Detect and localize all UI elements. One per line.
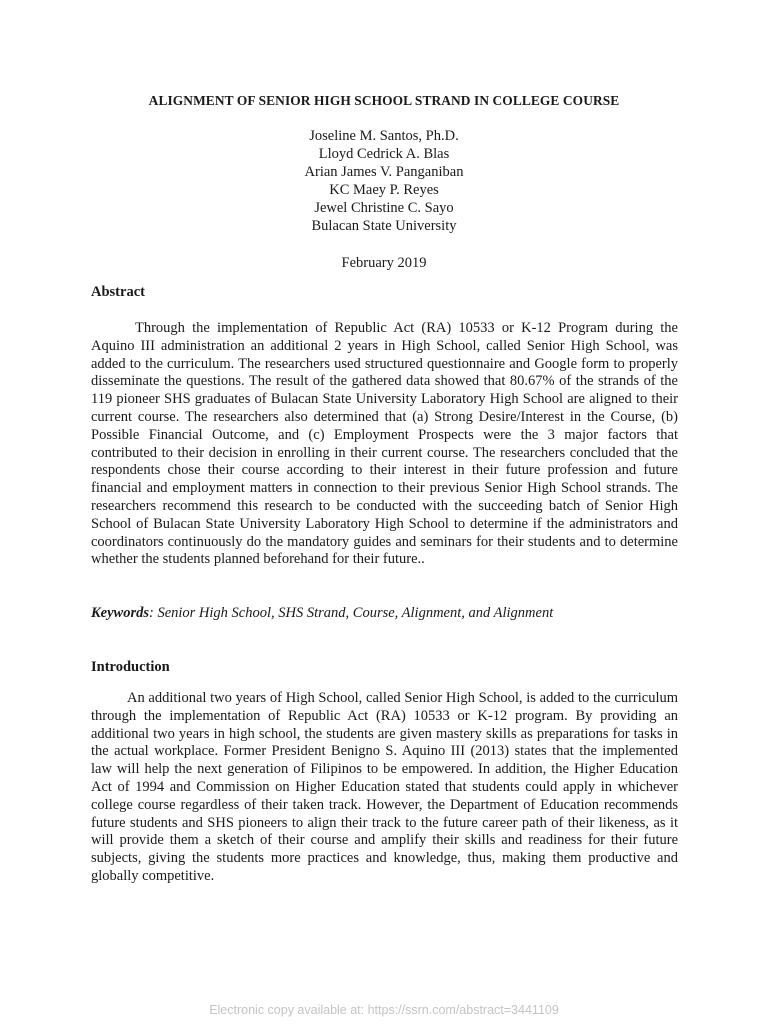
author-list <box>0 127 768 235</box>
paper-title: ALIGNMENT OF SENIOR HIGH SCHOOL STRAND IN COLLEGE COURSE <box>148 93 620 108</box>
author-name: Joseline M. Santos, Ph.D. <box>309 128 459 144</box>
author-name: Lloyd Cedrick A. Blas <box>318 146 450 162</box>
keywords-label: Keywords <box>91 605 149 621</box>
abstract-heading: Abstract <box>91 284 145 300</box>
introduction-text: An additional two years of High School, called Senior High School, is added to the curriculum through the implementation of Republic Act (RA) 10533 or K-12 program. By providing an additional two years in high school, the students are given mastery skills as preparations for tasks in the actual workplace. Former President Benigno S. Aquino III (2013) states that the implemented law will help the next generation of Filipinos to be empowered. In addition, the Higher Education Act of 1994 and Commission on Higher Education stated that students could apply in whichever college course regardless of their taken track. However, the Department of Education recommends future students and SHS pioneers to align their track to the future career path of their likeness, as it will provide them a sketch of their course and amplify their skills and readiness for their future subjects, giving the students more practices and knowledge, thus, making them productive and globally competitive. <box>91 690 678 884</box>
keywords-text: : Senior High School, SHS Strand, Course, Alignment, and Alignment <box>149 605 554 621</box>
introduction-heading: Introduction <box>91 659 170 675</box>
author-name: KC Maey P. Reyes <box>329 182 439 198</box>
keywords-line <box>91 605 553 622</box>
author-name: Arian James V. Panganiban <box>304 164 464 180</box>
publication-date: February 2019 <box>341 255 427 271</box>
author-name: Jewel Christine C. Sayo <box>314 200 454 216</box>
abstract-text: Through the implementation of Republic Act (RA) 10533 or K-12 Program during the Aquino III administration an additional 2 years in High School, called Senior High School, was added to the curriculum. The researchers used structured questionnaire and Google form to properly disseminate the questions. The result of the gathered data showed that 80.67% of the strands of the 119 pioneer SHS graduates of Bulacan State University Laboratory High School are aligned to their current course. The researchers also determined that (a) Strong Desire/Interest in the Course, (b) Possible Financial Outcome, and (c) Employment Prospects were the 3 major factors that contributed to their decision in enrolling in their current course. The researchers concluded that the respondents chose their course according to their interest in their future profession and future financial and employment matters in connection to their previous Senior High School strands. The researchers recommend this research to be conducted with the succeeding batch of Senior High School of Bulacan State University Laboratory High School to determine if the administrators and coordinators continuously do the mandatory guides and seminars for their students and to determine whether the students planned beforehand for their future.. <box>91 320 678 568</box>
ssrn-footer-watermark: Electronic copy available at: https://ssrn.com/abstract=3441109 <box>209 1003 559 1017</box>
affiliation: Bulacan State University <box>311 218 457 234</box>
